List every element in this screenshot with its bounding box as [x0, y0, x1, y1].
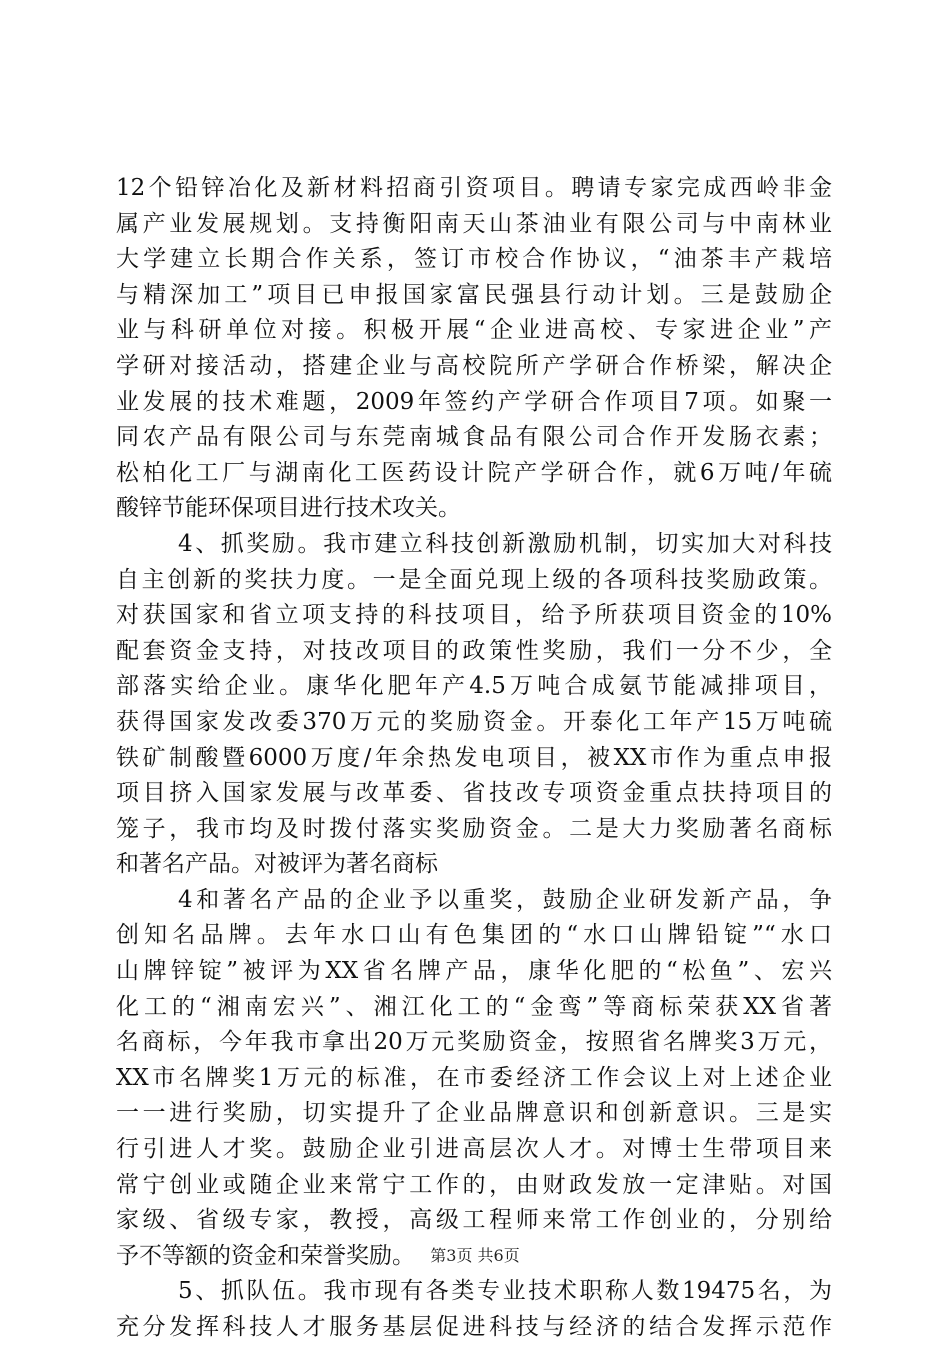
text-line: XX市名牌奖1万元的标准，在市委经济工作会议上对上述企业 — [116, 1064, 832, 1091]
text-line: 项目挤入国家发展与改革委、省技改专项资金重点扶持项目的 — [116, 780, 832, 807]
text-line: 家级、省级专家，教授，高级工程师来常工作创业的，分别给 — [116, 1207, 832, 1234]
text-line: 5、抓队伍。我市现有各类专业技术职称人数19475名，为 — [178, 1278, 832, 1305]
text-line: 予不等额的资金和荣誉奖励。 — [116, 1242, 415, 1269]
text-line: 笼子，我市均及时拨付落实奖励资金。二是大力奖励著名商标 — [116, 815, 832, 842]
text-line: 充分发挥科技人才服务基层促进科技与经济的结合发挥示范作 — [116, 1314, 832, 1340]
text-line: 业发展的技术难题，2009年签约产学研合作项目7项。如聚一 — [116, 388, 832, 415]
text-line: 4和著名产品的企业予以重奖，鼓励企业研发新产品，争 — [178, 886, 832, 913]
text-line: 名商标，今年我市拿出20万元奖励资金，按照省名牌奖3万元， — [116, 1029, 832, 1056]
text-line: 山牌锌锭”被评为XX省名牌产品，康华化肥的“松鱼”、宏兴 — [116, 958, 832, 985]
text-line: 常宁创业或随企业来常宁工作的，由财政发放一定津贴。对国 — [116, 1171, 832, 1198]
text-line: 同农产品有限公司与东莞南城食品有限公司合作开发肠衣素； — [116, 424, 832, 451]
text-line: 对获国家和省立项支持的科技项目，给予所获项目资金的10% — [116, 602, 832, 629]
text-line: 创知名品牌。去年水口山有色集团的“水口山牌铅锭”“水口 — [116, 922, 832, 949]
page-footer: 第3页 共6页 — [430, 1246, 520, 1265]
text-line: 铁矿制酸暨6000万度/年余热发电项目，被XX市作为重点申报 — [116, 744, 832, 771]
text-line: 属产业发展规划。支持衡阳南天山茶油业有限公司与中南林业 — [116, 210, 832, 237]
text-line: 获得国家发改委370万元的奖励资金。开泰化工年产15万吨硫 — [116, 708, 832, 735]
text-line: 化工的“湘南宏兴”、湘江化工的“金鸾”等商标荣获XX省著 — [116, 993, 832, 1020]
text-line: 自主创新的奖扶力度。一是全面兑现上级的各项科技奖励政策。 — [116, 566, 832, 593]
text-line: 12个铅锌冶化及新材料招商引资项目。聘请专家完成西岭非金 — [116, 175, 832, 201]
text-line: 学研对接活动，搭建企业与高校院所产学研合作桥梁，解决企 — [116, 352, 832, 379]
text-line: 部落实给企业。康华化肥年产4.5万吨合成氨节能减排项目， — [116, 673, 832, 700]
text-line: 与精深加工”项目已申报国家富民强县行动计划。三是鼓励企 — [116, 281, 832, 308]
text-line: 酸锌节能环保项目进行技术攻关。 — [116, 495, 461, 522]
text-line: 一一进行奖励，切实提升了企业品牌意识和创新意识。三是实 — [116, 1100, 832, 1127]
text-line: 4、抓奖励。我市建立科技创新激励机制，切实加大对科技 — [178, 530, 832, 557]
text-line: 配套资金支持，对技改项目的政策性奖励，我们一分不少，全 — [116, 637, 832, 664]
text-line: 和著名产品。对被评为著名商标 — [116, 851, 438, 878]
document-body — [116, 171, 832, 1346]
text-line: 行引进人才奖。鼓励企业引进高层次人才。对博士生带项目来 — [116, 1136, 832, 1163]
text-line: 业与科研单位对接。积极开展“企业进高校、专家进企业”产 — [116, 317, 832, 344]
text-line: 大学建立长期合作关系，签订市校合作协议，“油茶丰产栽培 — [116, 246, 832, 273]
text-line: 松柏化工厂与湖南化工医药设计院产学研合作，就6万吨/年硫 — [116, 459, 832, 486]
